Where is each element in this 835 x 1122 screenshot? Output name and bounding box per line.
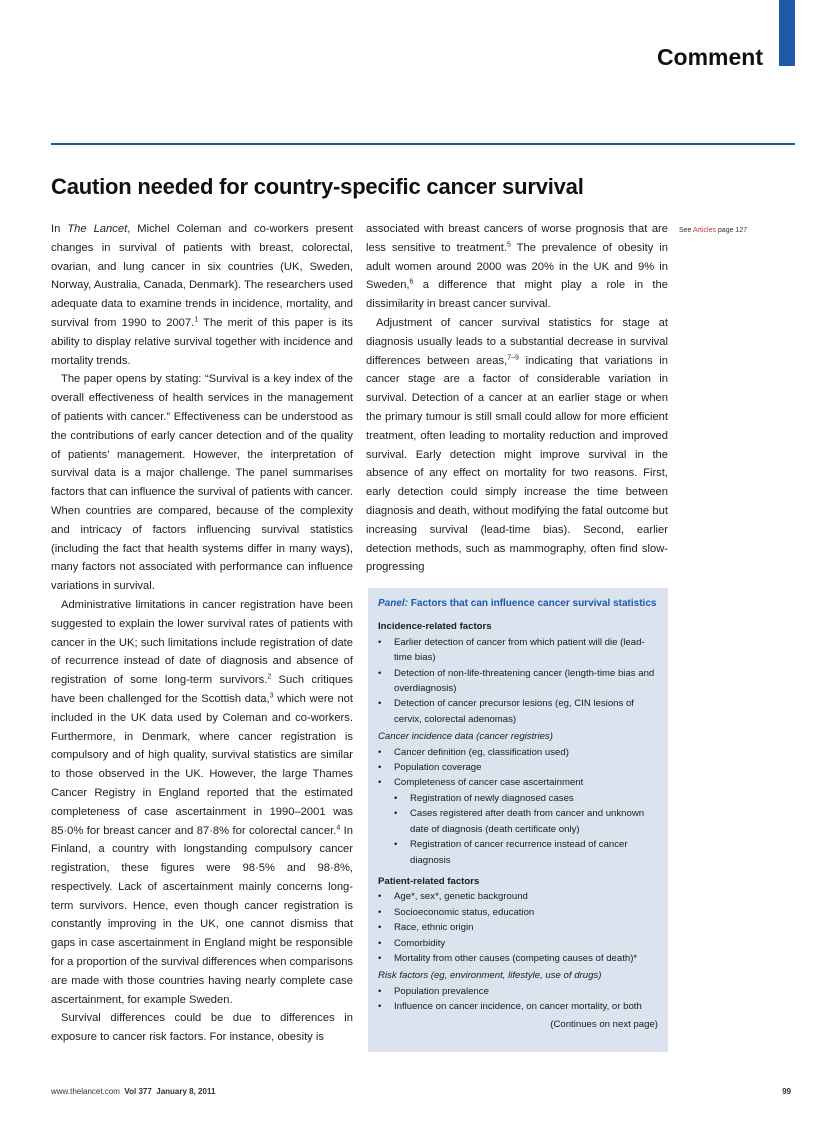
list-item: • Socioeconomic status, education	[378, 905, 658, 920]
paragraph-1: In The Lancet, Michel Coleman and co-workers present changes in survival of patients with breast, colorectal, ovarian, and lung cancer in six countries (UK, Sweden, Norway, Australia, Canada, Denmark). The researchers used adequate data to examine trends in incidence, mortality, and survival from 1990 to 2007.$^1$ The merit of this paper is its ability to display relative survival together with incidence and mortality trends.	[51, 223, 353, 367]
panel-title: Panel: Factors that can influence cancer survival statistics	[378, 598, 657, 609]
list-item: • Earlier detection of cancer from which patient will die (lead-time bias)	[378, 635, 658, 666]
header-rule	[51, 143, 795, 145]
footer-citation: www.thelancet.com Vol 377 January 8, 2011	[51, 1087, 216, 1096]
journal-name: The Lancet	[67, 223, 128, 235]
paragraph-5: associated with breast cancers of worse prognosis that are less sensitive to treatment.$^5$ The prevalence of obesity in adult women around 2000 was 20% in the UK and 9% in Sweden,$^6$ a difference that might play a role in the dissimilarity in breast cancer survival.	[366, 223, 668, 311]
reference-3[interactable]: 3	[269, 692, 274, 700]
list-item: • Comorbidity	[378, 936, 658, 951]
list-item: • Completeness of cancer case ascertainment	[378, 775, 658, 790]
incidence-heading: Incidence-related factors	[378, 621, 492, 633]
articles-link[interactable]: Articles	[693, 227, 716, 234]
page-number: 99	[782, 1087, 791, 1096]
see-also-note: See Articles page 127	[679, 227, 748, 234]
paragraph-3: Administrative limitations in cancer registration have been suggested to explain the lower survival rates of patients with cancer in the UK; such limitations include registration of date of recurrence instead of date of diagnosis and absence of registration of some long-term survivors.$^2$ Such critiques have been challenged for the Scottish data,$^3$ which were not included in the UK data used by Coleman and co-workers. Furthermore, in Denmark, where cancer registration is compulsory and of high quality, survival statistics are similar to those observed in the UK. However, the large Thames Cancer Registry in England reported that the estimated completeness of case ascertainment in 1990–2001 was 85·0% for breast cancer and 87·8% for colorectal cancer.$^4$ In Finland, a country with longstanding compulsory cancer registration, these figures were 98·5% and 98·8%, respectively. Lack of ascertainment mainly concerns long-term survivors. Hence, even though cancer registration is constantly improving in the UK, one cannot dismiss that gaps in case ascertainment in England might be responsible for a proportion of the survival differences when comparisons are made with those countries having nearly complete case ascertainment, for example Sweden.	[51, 598, 354, 1006]
reference-1[interactable]: 1	[194, 316, 199, 324]
reference-4[interactable]: 4	[336, 823, 341, 831]
list-item: • Influence on cancer incidence, on cancer mortality, or both	[378, 999, 658, 1014]
reference-6[interactable]: 6	[409, 278, 414, 286]
registry-list	[378, 745, 658, 791]
paragraph-4: Survival differences could be due to differences in exposure to cancer risk factors. For instance, obesity is	[51, 1012, 353, 1044]
paragraph-6: Adjustment of cancer survival statistics for stage at diagnosis usually leads to a substantial decrease in survival differences between areas,$^{7-9}$ indicating that variations in cancer stage are a factor of considerable variation in survival. Detection of a cancer at an earlier stage or when the primary tumour is still small could allow for more efficient treatment, often leading to mortality reduction and improved survival. Early detection might improve survival in the absence of any effect on mortality for two reasons. First, early detection could simply increase the time between diagnosis and death, without modifying the fatal outcome but increasing survival (lead-time bias). Second, earlier detection methods, such as mammography, often find slow-progressing	[366, 316, 668, 574]
paragraph-2: The paper opens by stating: “Survival is a key index of the overall effectiveness of health services in the management of patients with cancer.” Effectiveness can be understood as the contributions of early cancer detection and of the quality of patients’ management. However, the interpretation of survival data is a major challenge. The panel summarises factors that can influence the survival of patients with cancer. When countries are compared, because of the complexity and intricacy of factors influencing survival statistics (including the fact that health systems differ in many ways), many factors not associated with performance can influence variations in survival.	[51, 373, 353, 593]
patient-heading: Patient-related factors	[378, 875, 480, 887]
patient-list	[378, 889, 658, 966]
list-item: • Detection of cancer precursor lesions (eg, CIN lesions of cervix, colorectal adenomas)	[378, 696, 658, 727]
list-item: • Cases registered after death from cancer and unknown date of diagnosis (death certificate only)	[378, 806, 658, 837]
registry-heading: Cancer incidence data (cancer registries)	[378, 731, 553, 743]
list-item: • Age*, sex*, genetic background	[378, 889, 658, 904]
list-item: • Mortality from other causes (competing causes of death)*	[378, 951, 658, 966]
risk-heading: Risk factors (eg, environment, lifestyle, use of drugs)	[378, 970, 602, 982]
section-color-tab	[779, 0, 795, 66]
list-item: • Registration of cancer recurrence instead of cancer diagnosis	[378, 837, 658, 868]
reference-5[interactable]: 5	[507, 241, 511, 249]
risk-list	[378, 984, 658, 1015]
factors-panel	[368, 588, 668, 1052]
footer-site-link[interactable]: www.thelancet.com	[51, 1087, 120, 1096]
article-title: Caution needed for country-specific cancer survival	[51, 174, 584, 199]
list-item: • Population coverage	[378, 760, 658, 775]
incidence-list	[378, 635, 658, 727]
article-column-1	[51, 220, 353, 1047]
registry-sub-list	[378, 791, 658, 868]
article-column-2	[366, 220, 668, 577]
list-item: • Population prevalence	[378, 984, 658, 999]
list-item: • Detection of non-life-threatening cancer (length-time bias and overdiagnosis)	[378, 666, 658, 697]
reference-2[interactable]: 2	[267, 673, 272, 681]
section-label: Comment	[656, 44, 763, 70]
list-item: • Race, ethnic origin	[378, 920, 658, 935]
continued-note: (Continues on next page)	[550, 1018, 658, 1030]
reference-7-9[interactable]: 7–9	[507, 353, 519, 361]
list-item: • Cancer definition (eg, classification used)	[378, 745, 658, 760]
list-item: • Registration of newly diagnosed cases	[378, 791, 658, 806]
